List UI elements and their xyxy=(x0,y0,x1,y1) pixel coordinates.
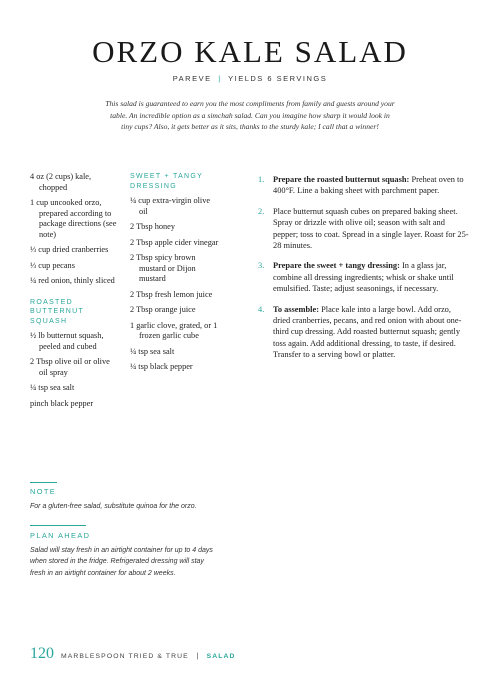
step-number: 4. xyxy=(258,304,265,314)
page-number: 120 xyxy=(30,645,54,662)
step-text: In a glass jar, combine all dressing ingredients; whisk or shake until emulsified. Taste; adjust seasonings, if necessary. xyxy=(273,261,454,294)
book-title: MARBLESPOON TRIED & TRUE xyxy=(61,653,189,660)
note-heading: NOTE xyxy=(30,487,57,496)
ingredient-item: 2 Tbsp olive oil or olive oil spray xyxy=(30,357,110,377)
step-number: 3. xyxy=(258,261,265,271)
step-number: 1. xyxy=(258,175,265,184)
step-text: Place kale into a large bowl. Add orzo, dried cranberries, pecans, and red onion with about one-third cup dressing. Add roasted butternut squash; gently toss again. Add additional dressing, to taste, if desired. Transfer to a serving bowl or platter. xyxy=(273,304,462,360)
step-lead: To assemble: xyxy=(273,304,319,314)
instruction-step xyxy=(258,206,470,252)
ingredient-item: ¼ cup extra-virgin olive oil xyxy=(130,196,211,216)
ingredients-column-2 xyxy=(130,172,220,378)
ingredient-item: 1 cup uncooked orzo, prepared according to package directions (see note) xyxy=(30,198,117,239)
ingredient-item: ¼ red onion, thinly sliced xyxy=(30,276,115,285)
instruction-step xyxy=(258,260,470,294)
step-lead: Prepare the roasted butternut squash: xyxy=(273,175,410,184)
instructions-list xyxy=(258,174,470,370)
ingredient-item: 2 Tbsp fresh lemon juice xyxy=(130,289,213,299)
plan-ahead-heading: PLAN AHEAD xyxy=(30,531,91,540)
step-lead: Prepare the sweet + tangy dressing: xyxy=(273,261,400,271)
ingredient-item: pinch black pepper xyxy=(30,398,94,408)
ingredient-item: ¼ tsp sea salt xyxy=(30,383,75,392)
instruction-step xyxy=(258,304,470,361)
plan-ahead-rule xyxy=(30,525,86,526)
note-text: For a gluten-free salad, substitute quinoa for the orzo. xyxy=(30,503,197,510)
meta-divider: | xyxy=(218,74,222,83)
step-text: Place butternut squash cubes on prepared baking sheet. Spray or drizzle with olive oil; season with salt and pepper; toss to coat. Spread in a single layer. Roast for 25-28 minutes. xyxy=(273,206,469,251)
instruction-step xyxy=(258,174,470,197)
plan-ahead-text: Salad will stay fresh in an airtight container for up to 4 days when stored in the fridge. Refrigerated dressing will stay fresh in an airtight container for about 2 weeks. xyxy=(30,547,213,577)
diet-category: PAREVE xyxy=(172,74,212,83)
ingredient-item: 2 Tbsp honey xyxy=(130,222,176,231)
ingredient-item: ⅓ cup pecans xyxy=(30,260,75,270)
ingredient-item: ½ lb butternut squash, peeled and cubed xyxy=(30,331,104,351)
recipe-intro: This salad is guaranteed to earn you the most compliments from family and guests around your table. An incredible option as a simchah salad. Can you imagine how sharp it would look in tiny cups? Also, it gets better as it sits, thanks to the sturdy kale; I call that a winner! xyxy=(105,99,395,132)
ingredient-item: 2 Tbsp orange juice xyxy=(130,305,196,314)
section-name: SALAD xyxy=(206,653,236,660)
recipe-meta xyxy=(0,74,500,83)
step-text: Preheat oven to 400°F. Line a baking sheet with parchment paper. xyxy=(273,175,464,196)
ingredient-item: ¼ tsp sea salt xyxy=(130,346,175,356)
ingredient-item: 2 Tbsp apple cider vinegar xyxy=(130,237,219,247)
ingredient-item: ⅓ cup dried cranberries xyxy=(30,245,109,254)
ingredients-column-1 xyxy=(30,172,120,414)
yield-text: YIELDS 6 SERVINGS xyxy=(228,74,328,83)
ingredient-item: 4 oz (2 cups) kale, chopped xyxy=(30,172,92,192)
recipe-title: ORZO KALE SALAD xyxy=(92,34,408,69)
ingredient-item: 1 garlic clove, grated, or 1 frozen garlic cube xyxy=(130,320,218,340)
page-footer xyxy=(30,645,236,665)
footer-divider: | xyxy=(196,653,199,660)
ingredient-item: ¼ tsp black pepper xyxy=(130,362,193,371)
squash-heading: ROASTED BUTTERNUT SQUASH xyxy=(30,298,84,325)
ingredient-item: 2 Tbsp spicy brown mustard or Dijon mustard xyxy=(130,253,196,283)
step-number: 2. xyxy=(258,206,265,216)
note-rule xyxy=(30,482,57,483)
dressing-heading: SWEET + TANGY DRESSING xyxy=(130,173,203,190)
